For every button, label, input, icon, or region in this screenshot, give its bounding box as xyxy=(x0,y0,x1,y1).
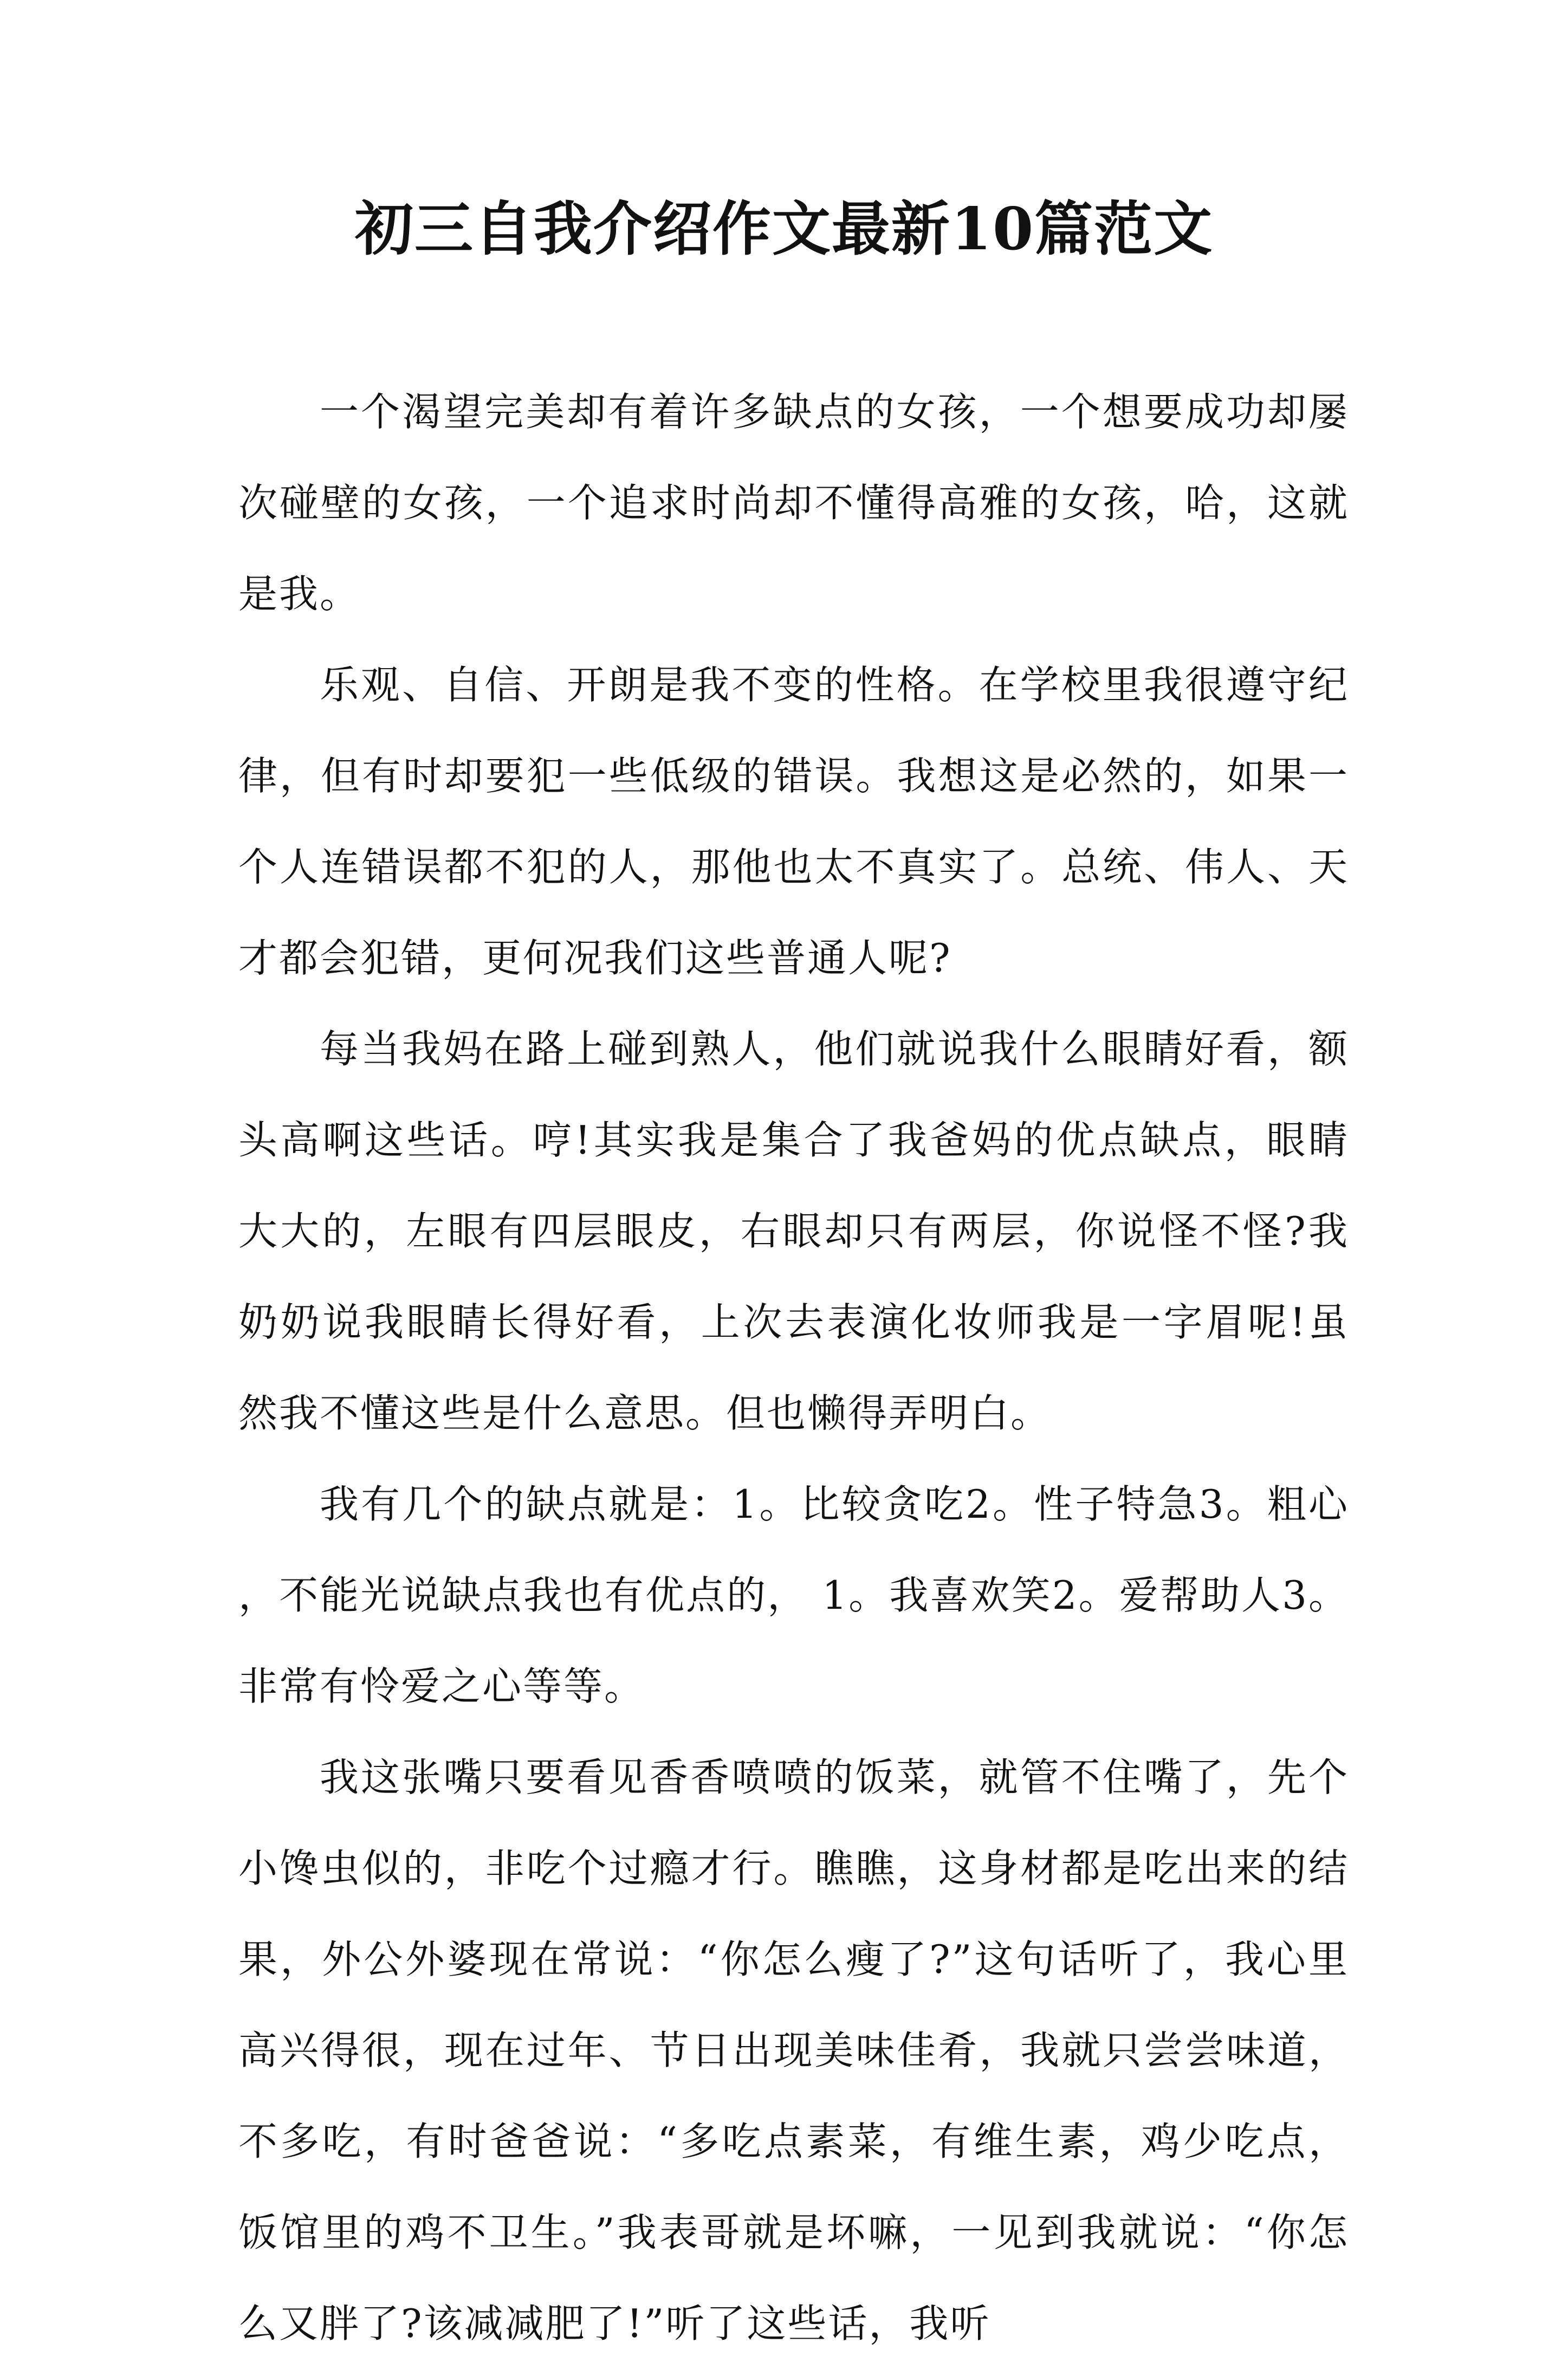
paragraph: 我这张嘴只要看见香香喷喷的饭菜，就管不住嘴了，先个小馋虫似的，非吃个过瘾才行。瞧瞧，这身材都是吃出来的结果，外公外婆现在常说：“你怎么瘦了?”这句话听了，我心里高兴得很，现在过年、节日出现美味佳肴，我就只尝尝味道，不多吃，有时爸爸说：“多吃点素菜，有维生素，鸡少吃点，饭馆里的鸡不卫生。”我表哥就是坏嘛，一见到我就说：“你怎么又胖了?该减减肥了!”听了这些话，我听 xyxy=(238,1755,1349,2346)
paragraph: 我有几个的缺点就是：1。比较贪吃2。性子特急3。粗心，不能光说缺点我也有优点的， 1。我喜欢笑2。爱帮助人3。非常有怜爱之心等等。 xyxy=(238,1481,1349,1709)
paragraph: 每当我妈在路上碰到熟人，他们就说我什么眼睛好看，额头高啊这些话。哼!其实我是集合了我爸妈的优点缺点，眼睛大大的，左眼有四层眼皮，右眼却只有两层，你说怪不怪?我奶奶说我眼睛长得好看，上次去表演化妆师我是一字眉呢!虽然我不懂这些是什么意思。但也懒得弄明白。 xyxy=(238,1026,1349,1436)
document-title: 初三自我介绍作文最新10篇范文 xyxy=(354,195,1214,263)
document-body xyxy=(238,366,1349,2369)
paragraph: 乐观、自信、开朗是我不变的性格。在学校里我很遵守纪律，但有时却要犯一些低级的错误。我想这是必然的，如果一个人连错误都不犯的人，那他也太不真实了。总统、伟人、天才都会犯错，更何况我们这些普通人呢? xyxy=(238,662,1349,981)
paragraph: 一个渴望完美却有着许多缺点的女孩，一个想要成功却屡次碰壁的女孩，一个追求时尚却不懂得高雅的女孩，哈，这就是我。 xyxy=(238,389,1349,617)
